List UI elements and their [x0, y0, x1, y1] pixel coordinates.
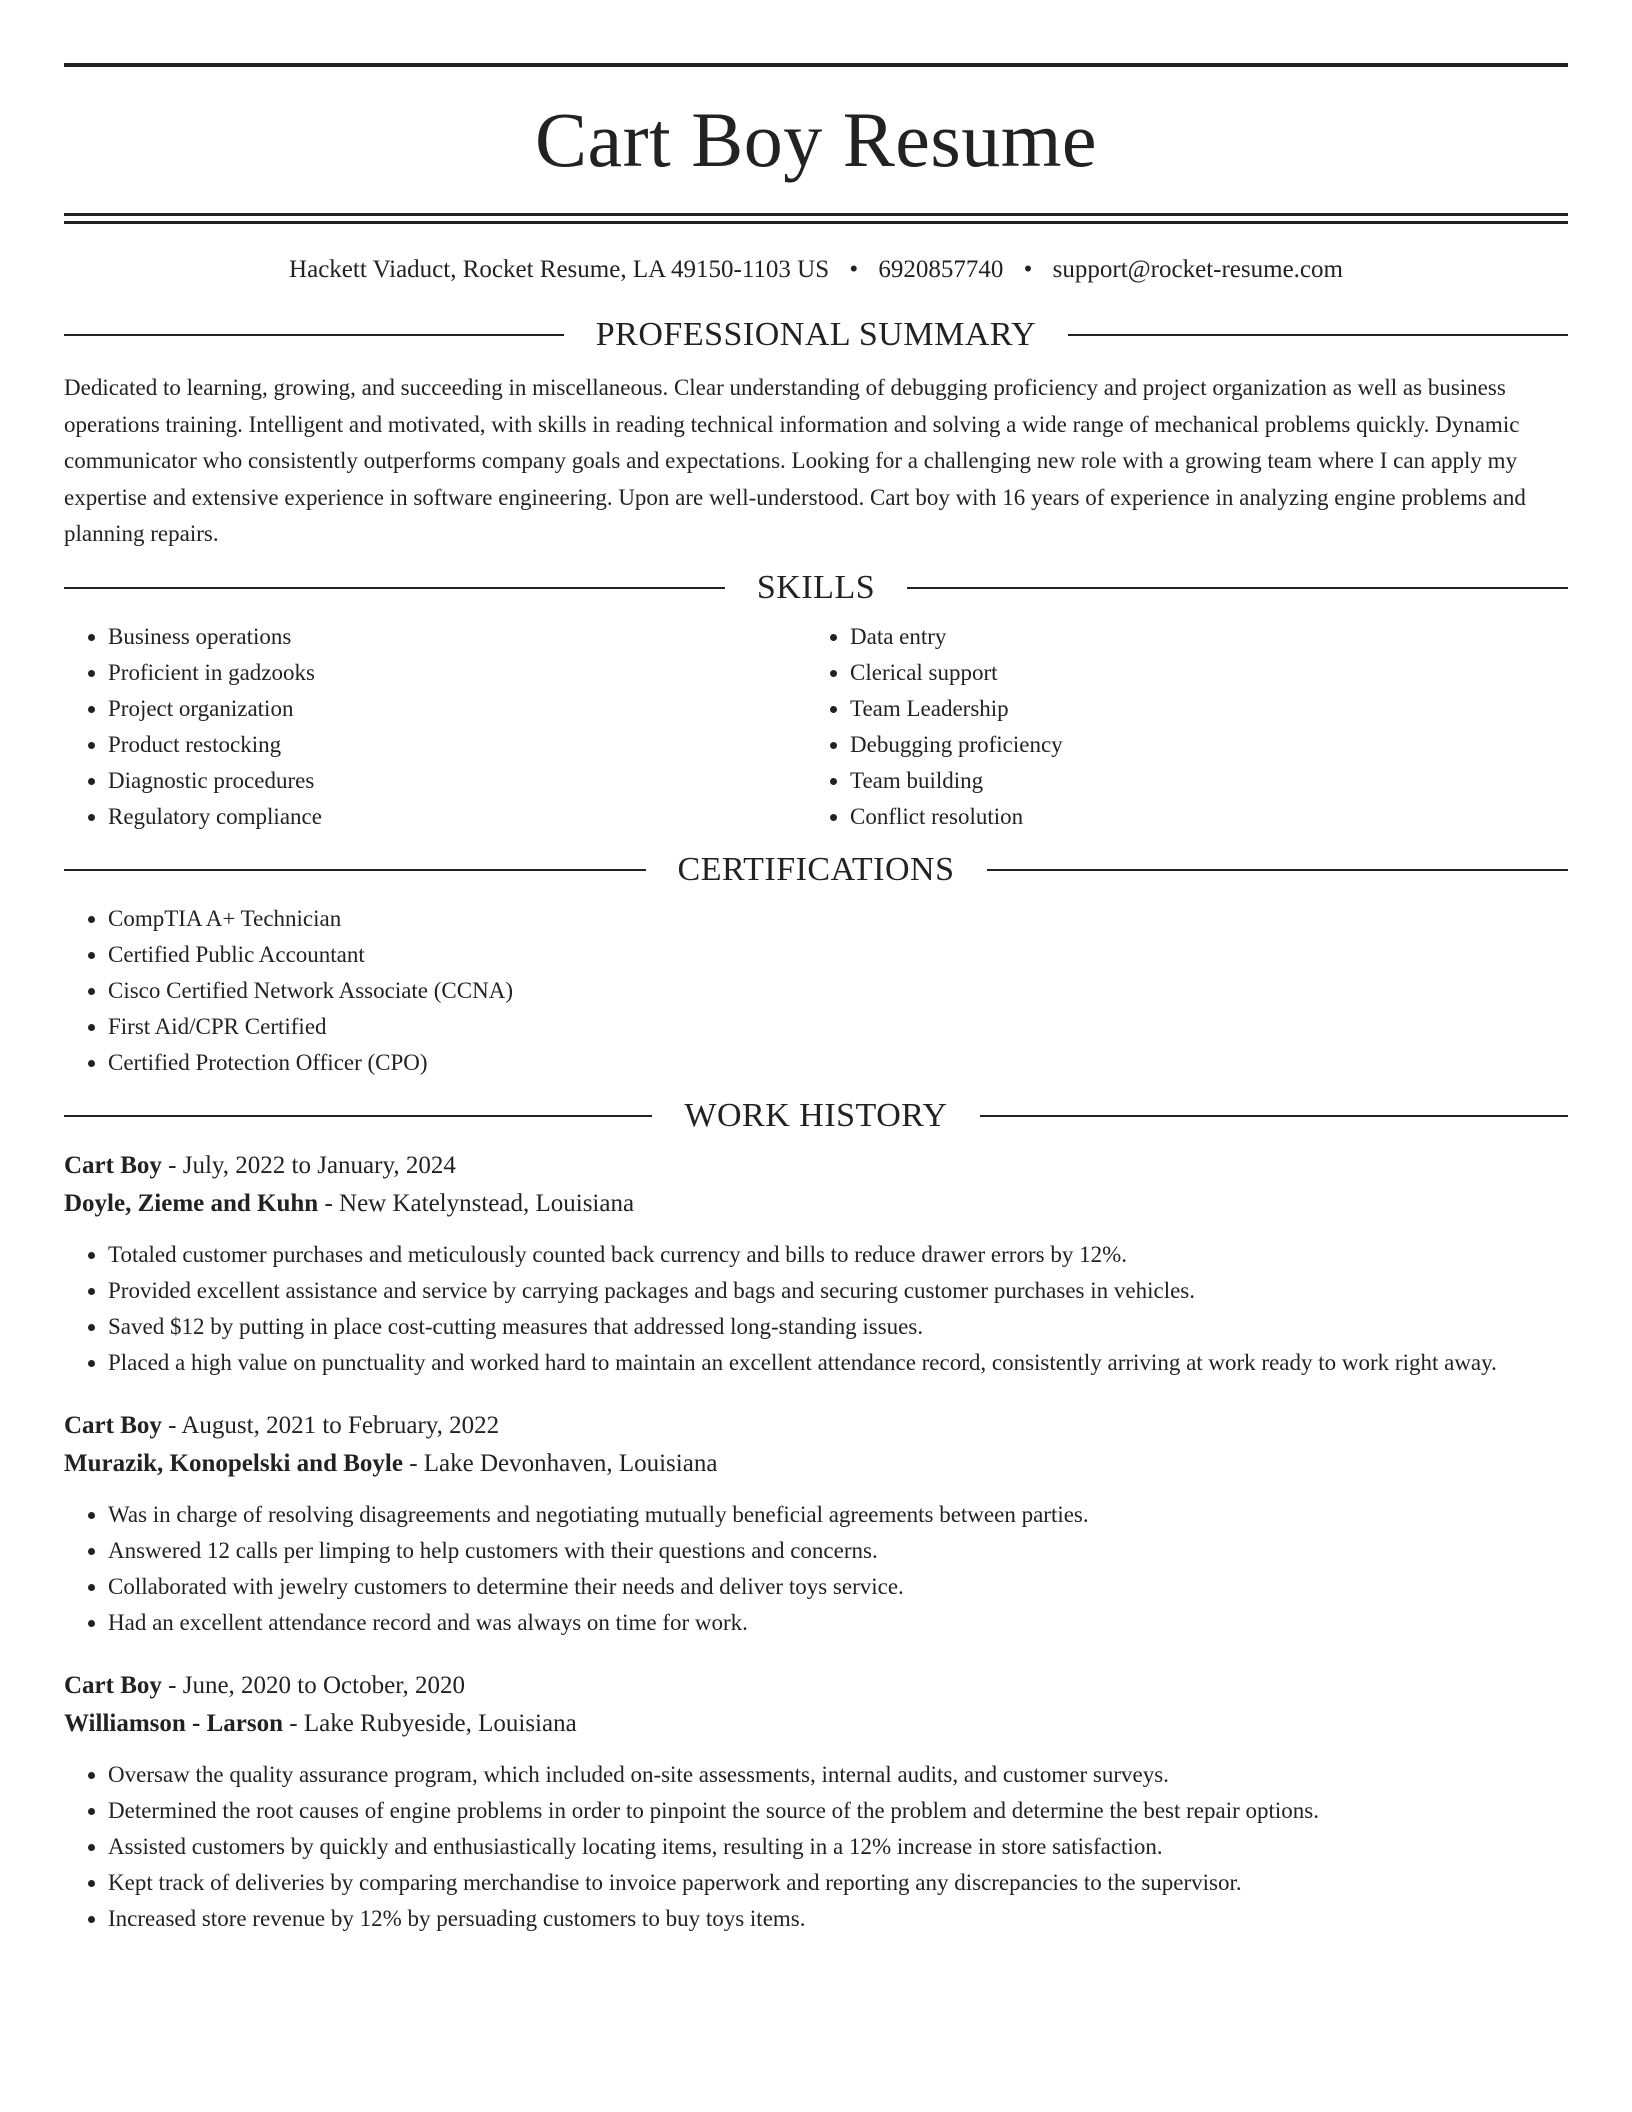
skill-item: • Regulatory compliance — [108, 799, 806, 835]
certification-item: • Certified Protection Officer (CPO) — [108, 1045, 1568, 1081]
contact-separator: • — [1023, 256, 1033, 283]
summary-text: Dedicated to learning, growing, and succeeding in miscellaneous. Clear understanding of debugging proficiency and project organization as well as business operations training. Intelligent and motivated, with skills in reading technical information and solving a wide range of mechanical problems quickly. Dynamic communicator who consistently outperforms company goals and expectations. Looking for a challenging new role with a growing team where I can apply my expertise and extensive experience in software engineering. Upon are well-understood. Cart boy with 16 years of experience in analyzing engine problems and planning repairs. — [64, 375, 1526, 546]
skill-item: • Team building — [850, 763, 1548, 799]
contact-separator: • — [849, 256, 859, 283]
job-bullet: • Kept track of deliveries by comparing merchandise to invoice paperwork and reporting any discrepancies to the supervisor. — [108, 1865, 1568, 1901]
job-title-line — [64, 1667, 1568, 1705]
job-location: - Lake Rubyeside, Louisiana — [283, 1709, 577, 1737]
certification-item: • First Aid/CPR Certified — [108, 1009, 1568, 1045]
job-entry — [64, 1147, 1568, 1381]
job-location: - New Katelynstead, Louisiana — [318, 1189, 635, 1217]
job-bullet: • Increased store revenue by 12% by persuading customers to buy toys items. — [108, 1901, 1568, 1937]
job-bullets — [64, 1237, 1568, 1381]
job-title: Cart Boy — [64, 1671, 162, 1699]
contact-email: support@rocket-resume.com — [1052, 256, 1343, 283]
job-bullet: • Was in charge of resolving disagreements and negotiating mutually beneficial agreements between parties. — [108, 1497, 1568, 1533]
job-dates: - July, 2022 to January, 2024 — [161, 1151, 456, 1179]
job-entry — [64, 1407, 1568, 1641]
skill-item: • Team Leadership — [850, 691, 1548, 727]
certifications-list — [64, 901, 1568, 1081]
job-company-line — [64, 1705, 1568, 1743]
section-title-skills: SKILLS — [756, 568, 876, 606]
contact-line — [64, 257, 1568, 282]
job-title-line — [64, 1147, 1568, 1185]
job-title: Cart Boy — [64, 1151, 162, 1179]
skills-column-left — [64, 619, 806, 835]
skills-list — [64, 619, 1568, 835]
section-title-work-history: WORK HISTORY — [684, 1096, 948, 1134]
job-bullet: • Provided excellent assistance and service by carrying packages and bags and securing customer purchases in vehicles. — [108, 1273, 1568, 1309]
section-title-summary: PROFESSIONAL SUMMARY — [595, 316, 1037, 353]
section-rule-left — [64, 334, 564, 336]
job-title: Cart Boy — [64, 1411, 162, 1439]
skill-item: • Proficient in gadzooks — [108, 655, 806, 691]
section-header-certifications — [64, 850, 1568, 888]
job-bullet: • Determined the root causes of engine problems in order to pinpoint the source of the problem and determine the best repair options. — [108, 1793, 1568, 1829]
certification-item: • CompTIA A+ Technician — [108, 901, 1568, 937]
skill-item: • Project organization — [108, 691, 806, 727]
job-company-line — [64, 1445, 1568, 1483]
skill-item: • Debugging proficiency — [850, 727, 1548, 763]
section-rule-left — [64, 1115, 652, 1117]
section-rule-right — [987, 869, 1569, 871]
job-bullet: • Oversaw the quality assurance program, which included on-site assessments, internal audits, and customer surveys. — [108, 1757, 1568, 1793]
job-company-line — [64, 1185, 1568, 1223]
certification-item: • Cisco Certified Network Associate (CCNA) — [108, 973, 1568, 1009]
job-bullet: • Had an excellent attendance record and was always on time for work. — [108, 1605, 1568, 1641]
section-rule-right — [1068, 334, 1568, 336]
job-bullet: • Collaborated with jewelry customers to determine their needs and deliver toys service. — [108, 1569, 1568, 1605]
title-double-rule — [64, 213, 1568, 224]
job-title-line — [64, 1407, 1568, 1445]
job-dates: - June, 2020 to October, 2020 — [161, 1671, 466, 1699]
section-rule-left — [64, 869, 646, 871]
skills-column-right — [806, 619, 1548, 835]
job-bullet: • Saved $12 by putting in place cost-cutting measures that addressed long-standing issues. — [108, 1309, 1568, 1345]
contact-phone: 6920857740 — [878, 256, 1004, 283]
section-header-summary — [64, 318, 1568, 352]
skill-item: • Clerical support — [850, 655, 1548, 691]
job-entry — [64, 1667, 1568, 1937]
skill-item: • Conflict resolution — [850, 799, 1548, 835]
skill-item: • Data entry — [850, 619, 1548, 655]
section-rule-left — [64, 587, 725, 589]
job-dates: - August, 2021 to February, 2022 — [161, 1411, 500, 1439]
section-rule-right — [907, 587, 1568, 589]
section-rule-right — [980, 1115, 1568, 1117]
job-company: Williamson - Larson — [64, 1709, 284, 1737]
certification-item: • Certified Public Accountant — [108, 937, 1568, 973]
job-bullets — [64, 1757, 1568, 1937]
section-title-certifications: CERTIFICATIONS — [677, 850, 955, 888]
section-header-work-history — [64, 1096, 1568, 1134]
skill-item: • Product restocking — [108, 727, 806, 763]
job-bullet: • Placed a high value on punctuality and worked hard to maintain an excellent attendance record, consistently arriving at work ready to work right away. — [108, 1345, 1568, 1381]
job-company: Doyle, Zieme and Kuhn — [64, 1189, 319, 1217]
job-bullet: • Totaled customer purchases and meticulously counted back currency and bills to reduce drawer errors by 12%. — [108, 1237, 1568, 1273]
job-bullet: • Answered 12 calls per limping to help customers with their questions and concerns. — [108, 1533, 1568, 1569]
skill-item: • Diagnostic procedures — [108, 763, 806, 799]
contact-address: Hackett Viaduct, Rocket Resume, LA 49150-1103 US — [289, 256, 830, 283]
section-header-skills — [64, 568, 1568, 606]
job-bullets — [64, 1497, 1568, 1641]
resume-title: Cart Boy Resume — [534, 96, 1098, 183]
job-bullet: • Assisted customers by quickly and enthusiastically locating items, resulting in a 12% increase in store satisfaction. — [108, 1829, 1568, 1865]
job-location: - Lake Devonhaven, Louisiana — [402, 1449, 718, 1477]
top-rule — [64, 63, 1568, 67]
job-company: Murazik, Konopelski and Boyle — [64, 1449, 403, 1477]
skill-item: • Business operations — [108, 619, 806, 655]
